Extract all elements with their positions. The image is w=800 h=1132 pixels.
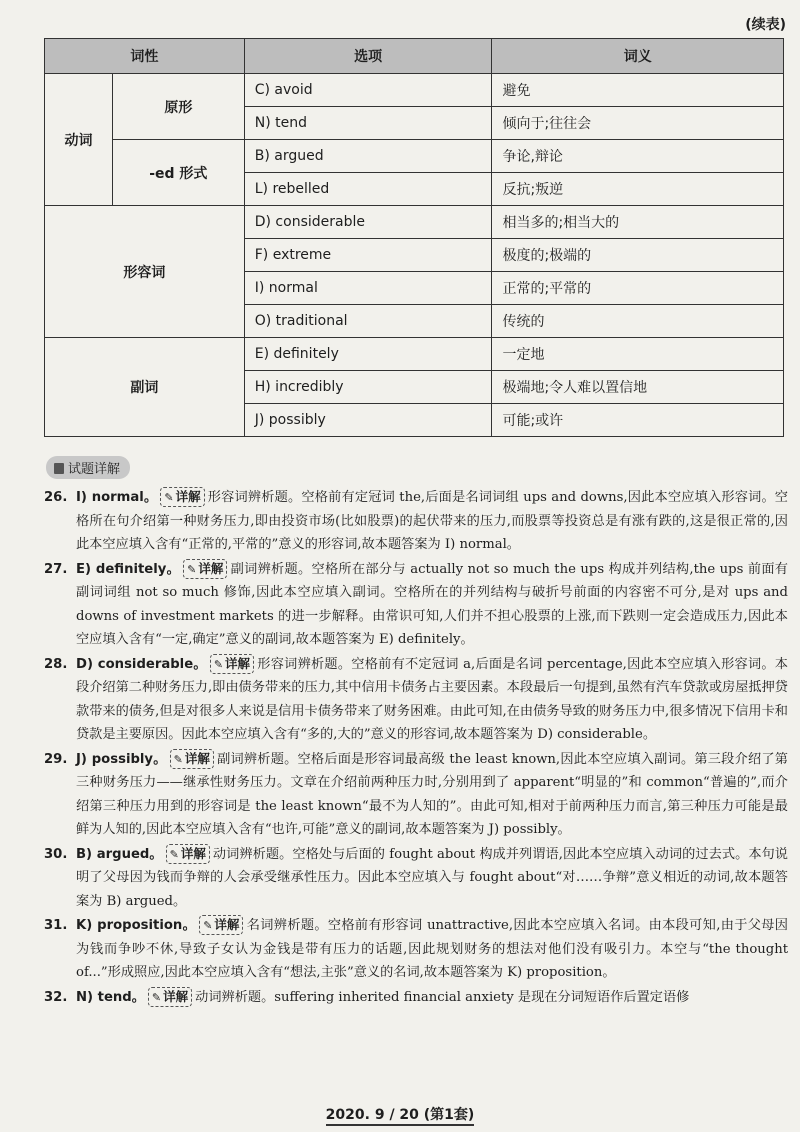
item-answer: J) possibly。: [76, 751, 167, 767]
pos-adverb: 副词: [45, 338, 245, 437]
item-number: 29.: [44, 751, 68, 767]
table-row: [45, 338, 784, 371]
item-answer: N) tend。: [76, 989, 145, 1005]
pencil-icon: ✎: [203, 919, 213, 932]
list-item: [44, 748, 788, 842]
option-cell: O) traditional: [244, 305, 492, 338]
option-cell: F) extreme: [244, 239, 492, 272]
meaning-cell: 可能;或许: [492, 404, 784, 437]
item-text: 名词辨析题。空格前有形容词 unattractive,因此本空应填入名词。由本段可知,由于父母因为钱而争吵不休,导致子女认为金钱是带有压力的话题,因此规划财务的想法对他们没有吸引力。本空与“the thought of...”形成照应,因此本空应填入含有“想法,主张”意义的名词,故本题答案为 K) proposition。: [76, 918, 788, 980]
meaning-cell: 相当多的;相当大的: [492, 206, 784, 239]
list-item: [44, 843, 788, 914]
list-item: [44, 986, 788, 1010]
option-cell: D) considerable: [244, 206, 492, 239]
option-cell: J) possibly: [244, 404, 492, 437]
item-text: 形容词辨析题。空格前有不定冠词 a,后面是名词 percentage,因此本空应填入形容词。本段介绍第二种财务压力,即由债务带来的压力,其中信用卡债务占主要因素。本段最后一句提到,虽然有汽车贷款或房屋抵押贷款带来的债务,但是对很多人来说是信用卡债务带来了财务困难。由此可知,在由债务导致的财务压力中,很多情况下信用卡和贷款是主要原因。因此本空应填入含有“多的,大的”意义的形容词,故本题答案为 D) considerable。: [76, 656, 788, 742]
list-item: [44, 914, 788, 985]
pencil-icon: ✎: [213, 657, 224, 671]
section-heading-label: 试题详解: [68, 462, 121, 477]
header-meaning: 词义: [492, 39, 784, 74]
pencil-icon: ✎: [164, 491, 174, 504]
item-number: 32.: [44, 989, 68, 1005]
item-text: 副词辨析题。空格所在部分与 actually not so much the ups 构成并列结构,the ups 前面有副词词组 not so much 修饰,因此本空应填入副词。空格所在的并列结构与破折号前面的内容密不可分,是对 ups and downs of investment markets 的进一步解释。由常识可知,人们并不担心股票的上涨,而下跌则一定会造成压力,因此本空应填入含有“一定,确定”意义的副词,故本题答案为 E) definitely。: [76, 561, 788, 647]
table-header-row: [45, 39, 784, 74]
explain-tag: ✎ 详解: [160, 487, 204, 507]
meaning-cell: 正常的;平常的: [492, 272, 784, 305]
explain-tag: ✎ 详解: [210, 654, 254, 674]
vocab-table: [44, 38, 784, 437]
explain-tag: ✎ 详解: [148, 987, 192, 1007]
pencil-icon: ✎: [173, 752, 183, 766]
item-text: 副词辨析题。空格后面是形容词最高级 the least known,因此本空应填入副词。第三段介绍了第三种财务压力——继承性财务压力。文章在介绍前两种压力时,分别用到了 apparent“明显的”和 common“普遍的”,而介绍第三种压力用到的形容词是 the least known“最不为人知的”。由此可知,相对于前两种压力而言,第三种压力可能是最鲜为人知的,因此本空应填入含有“也许,可能”意义的副词,故本题答案为 J) possibly。: [76, 751, 788, 837]
option-cell: N) tend: [244, 107, 492, 140]
list-item: [44, 486, 788, 557]
continued-label: (续表): [745, 17, 786, 33]
item-answer: I) normal。: [76, 490, 158, 505]
option-cell: B) argued: [244, 140, 492, 173]
table-row: [45, 206, 784, 239]
list-item: [44, 558, 788, 652]
footer-text: 2020. 9 / 20 (第1套): [326, 1107, 475, 1126]
page-footer: [0, 1104, 800, 1124]
list-item: [44, 653, 788, 747]
item-text: 动词辨析题。空格处与后面的 fought about 构成并列谓语,因此本空应填入动词的过去式。本句说明了父母因为钱而争辩的人会承受继承性压力。因此本空应填入与 fought about“对……争辩”意义相近的动词,故本题答案为 B) argued。: [76, 846, 788, 909]
table-row: [45, 74, 784, 107]
explanation-list: [44, 486, 788, 1010]
item-number: 31.: [44, 918, 68, 933]
section-heading: [46, 456, 130, 479]
meaning-cell: 倾向于;往往会: [492, 107, 784, 140]
meaning-cell: 一定地: [492, 338, 784, 371]
pencil-icon: ✎: [187, 562, 197, 576]
meaning-cell: 避免: [492, 74, 784, 107]
option-cell: C) avoid: [244, 74, 492, 107]
meaning-cell: 反抗;叛逆: [492, 173, 784, 206]
option-cell: E) definitely: [244, 338, 492, 371]
item-number: 30.: [44, 846, 68, 862]
item-number: 28.: [44, 656, 68, 672]
item-text: 形容词辨析题。空格前有定冠词 the,后面是名词词组 ups and downs,因此本空应填入形容词。空格所在句介绍第一种财务压力,即由投资市场(比如股票)的起伏带来的压力,而股票等投资总是有涨有跌的,这是很正常的,因此本空应填入含有“正常的,平常的”意义的形容词,故本题答案为 I) normal。: [76, 490, 788, 552]
meaning-cell: 极度的;极端的: [492, 239, 784, 272]
table-row: [45, 140, 784, 173]
meaning-cell: 极端地;令人难以置信地: [492, 371, 784, 404]
item-answer: E) definitely。: [76, 561, 181, 577]
meaning-cell: 争论,辩论: [492, 140, 784, 173]
pos-verb: 动词: [45, 74, 113, 206]
item-number: 27.: [44, 561, 68, 577]
meaning-cell: 传统的: [492, 305, 784, 338]
option-cell: I) normal: [244, 272, 492, 305]
explain-tag: ✎ 详解: [199, 915, 243, 935]
header-option: 选项: [244, 39, 492, 74]
explain-tag: ✎ 详解: [183, 559, 227, 579]
explain-tag: ✎ 详解: [170, 749, 214, 769]
item-answer: D) considerable。: [76, 656, 207, 672]
document-icon: [54, 463, 64, 474]
sub-base-form: 原形: [112, 74, 244, 140]
item-answer: B) argued。: [76, 846, 163, 862]
pos-adjective: 形容词: [45, 206, 245, 338]
header-pos: 词性: [45, 39, 245, 74]
pencil-icon: ✎: [151, 990, 162, 1004]
item-number: 26.: [44, 490, 68, 505]
pencil-icon: ✎: [169, 847, 179, 861]
item-text: 动词辨析题。suffering inherited financial anxiety 是现在分词短语作后置定语修: [195, 989, 690, 1005]
sub-ed-form: -ed 形式: [112, 140, 244, 206]
explain-tag: ✎ 详解: [166, 844, 210, 864]
item-answer: K) proposition。: [76, 918, 197, 933]
option-cell: H) incredibly: [244, 371, 492, 404]
option-cell: L) rebelled: [244, 173, 492, 206]
